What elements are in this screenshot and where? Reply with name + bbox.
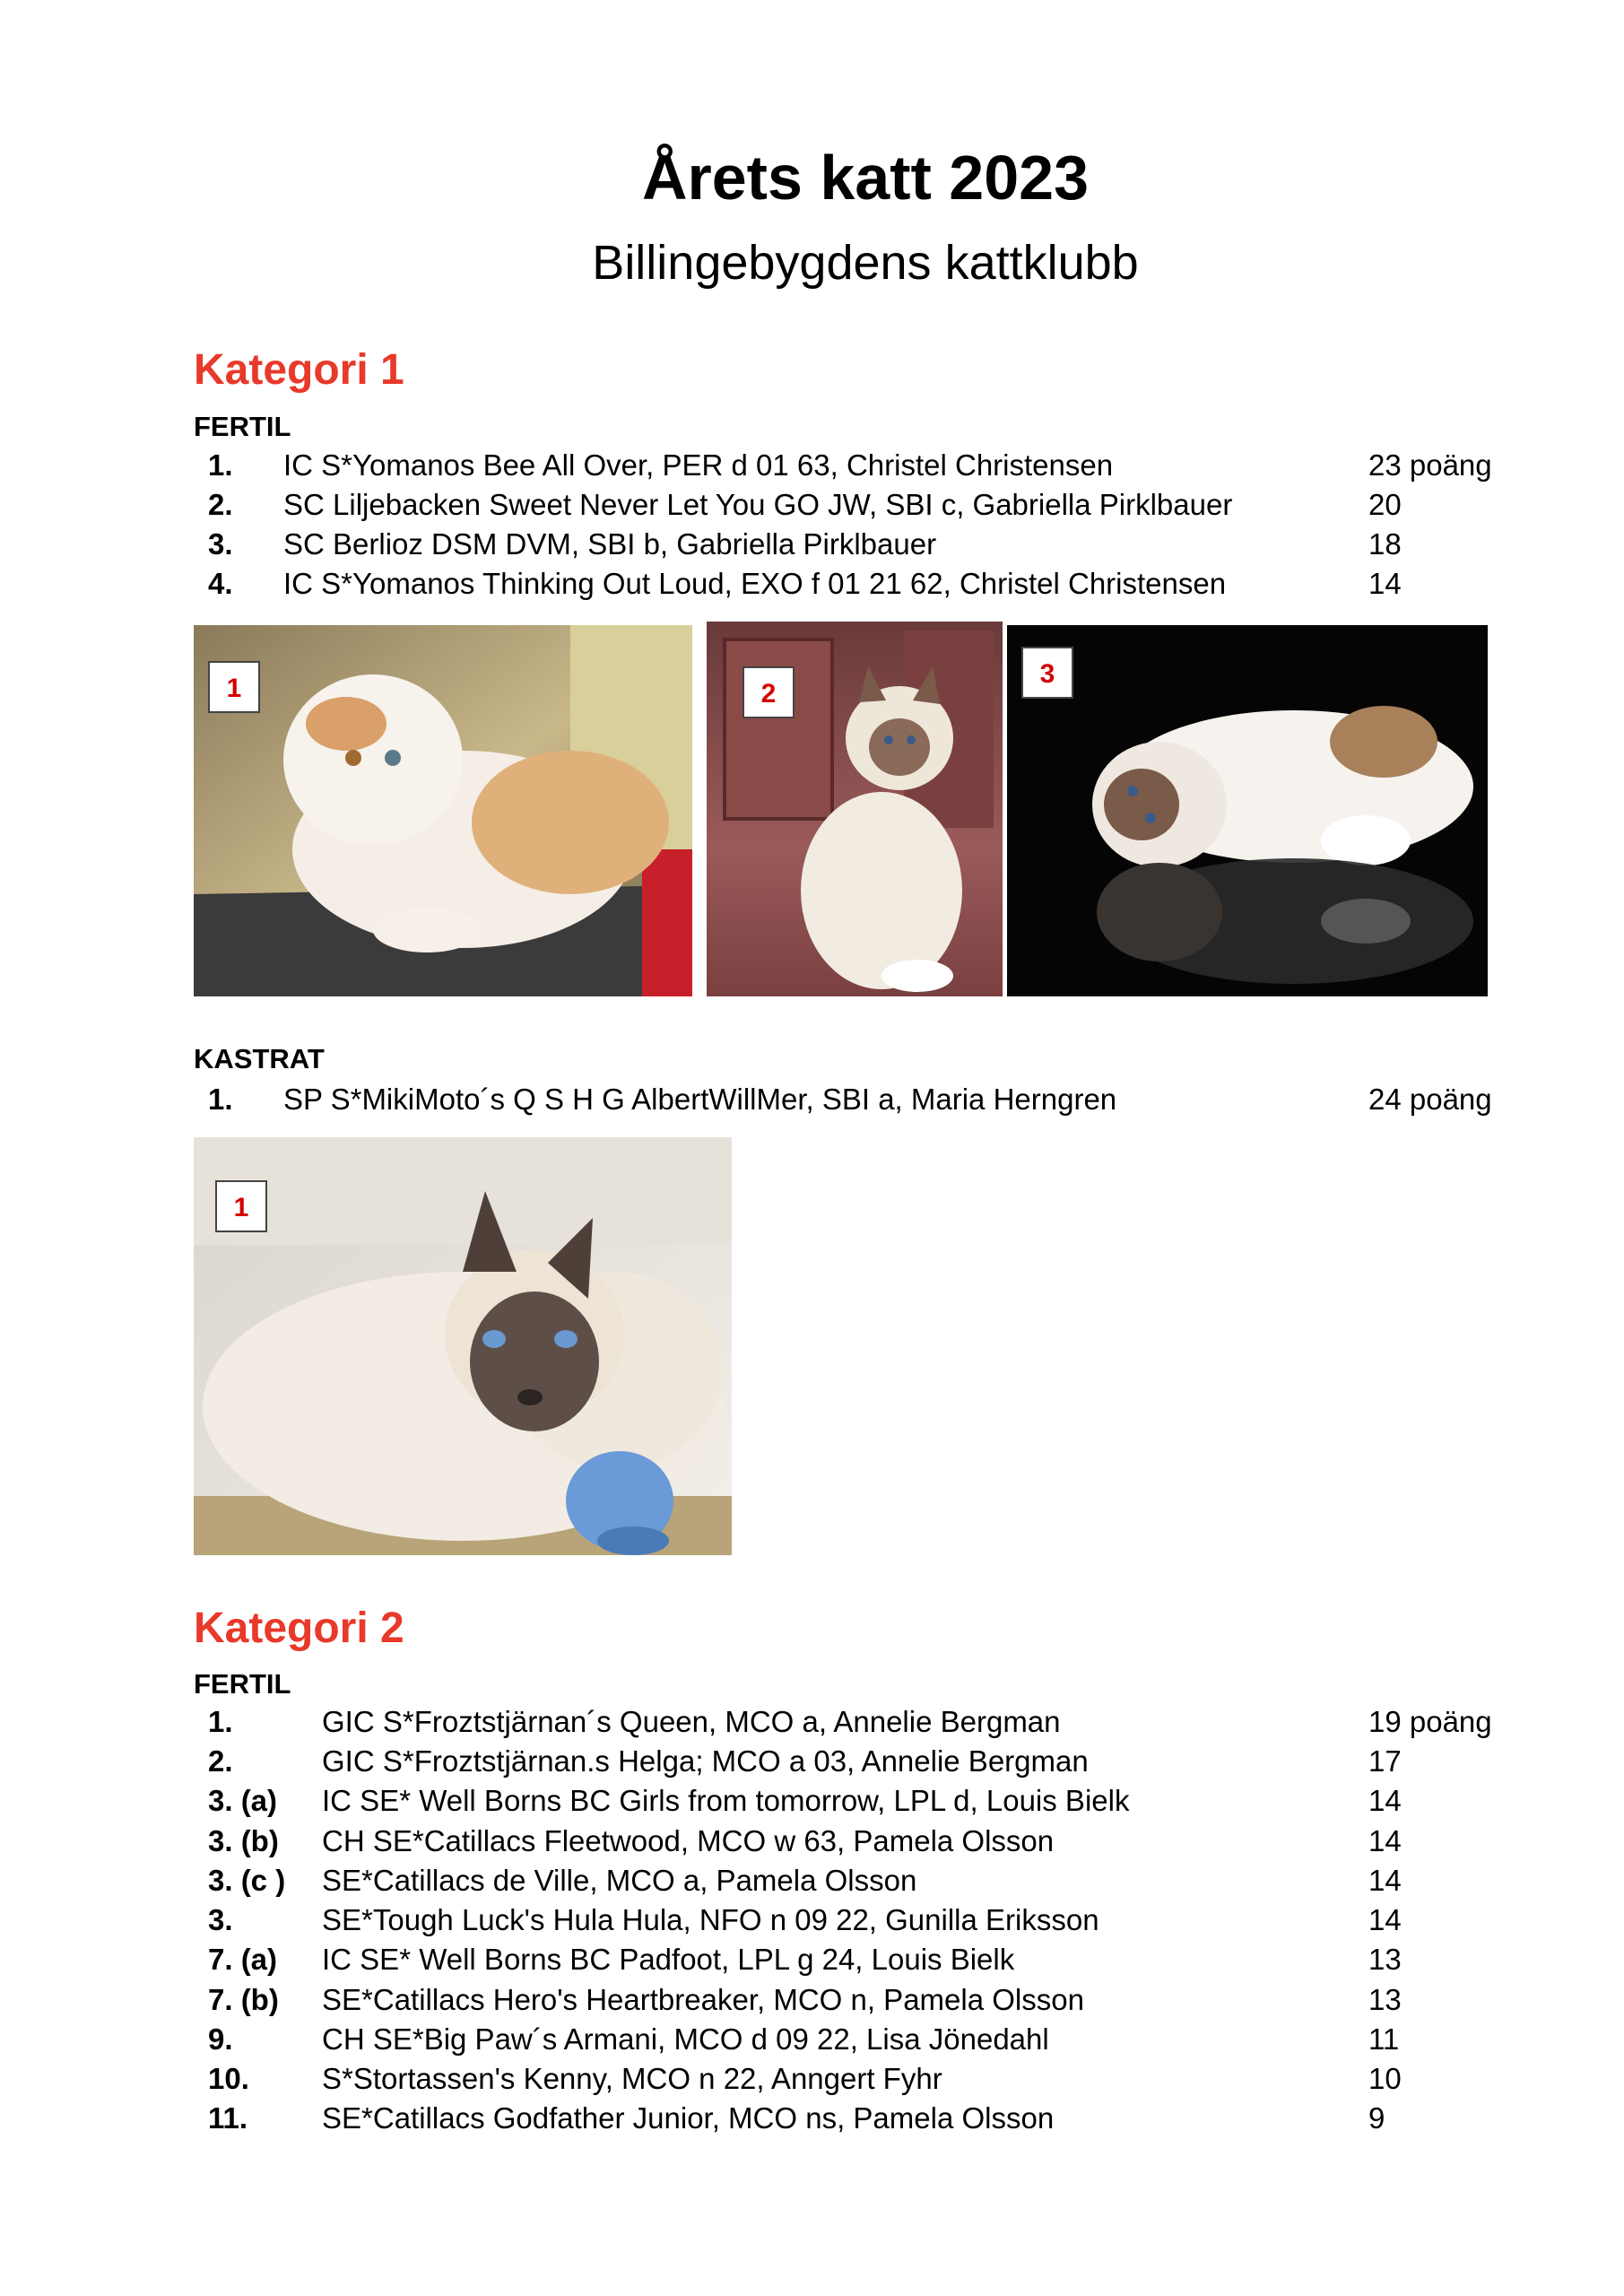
rank: 1. — [208, 448, 233, 482]
table-row — [194, 567, 1503, 606]
points: 14 — [1368, 1903, 1402, 1936]
rank: 3. (a) — [208, 1784, 278, 1817]
category-1-heading: Kategori 1 — [194, 346, 404, 394]
rank: 3. — [208, 1903, 233, 1936]
rank: 1. — [208, 1705, 233, 1738]
points: 14 — [1368, 1784, 1402, 1817]
table-row — [194, 1903, 1503, 1943]
points: 14 — [1368, 567, 1402, 600]
category-2-heading: Kategori 2 — [194, 1605, 404, 1652]
table-row — [194, 1983, 1503, 2022]
table-row — [194, 1864, 1503, 1903]
persian-cat-photo — [194, 625, 692, 996]
rank: 10. — [208, 2062, 249, 2095]
cat-entry: SE*Catillacs de Ville, MCO a, Pamela Olsson — [322, 1864, 917, 1897]
table-row — [194, 2022, 1503, 2062]
cat-entry: SE*Tough Luck's Hula Hula, NFO n 09 22, Gunilla Eriksson — [322, 1903, 1099, 1936]
cat-entry: IC SE* Well Borns BC Girls from tomorrow, LPL d, Louis Bielk — [322, 1784, 1130, 1817]
table-row — [194, 1943, 1503, 1982]
cat-entry: SE*Catillacs Godfather Junior, MCO ns, Pamela Olsson — [322, 2101, 1055, 2135]
cat-entry: SC Liljebacken Sweet Never Let You GO JW, SBI c, Gabriella Pirklbauer — [283, 488, 1233, 521]
table-row — [194, 1744, 1503, 1784]
points: 14 — [1368, 1864, 1402, 1897]
cat-entry: S*Stortassen's Kenny, MCO n 22, Anngert Fyhr — [322, 2062, 942, 2095]
rank: 7. (b) — [208, 1983, 279, 2016]
rank: 3. (b) — [208, 1824, 279, 1857]
points: 20 — [1368, 488, 1402, 521]
table-row — [194, 448, 1503, 488]
points: 10 — [1368, 2062, 1402, 2095]
points: 18 — [1368, 527, 1402, 561]
points: 17 — [1368, 1744, 1402, 1778]
rank: 1. — [208, 1083, 233, 1116]
table-row — [194, 1083, 1503, 1122]
cat-entry: IC S*Yomanos Thinking Out Loud, EXO f 01 21 62, Christel Christensen — [283, 567, 1227, 600]
cat-entry: SC Berlioz DSM DVM, SBI b, Gabriella Pirklbauer — [283, 527, 937, 561]
rank: 2. — [208, 1744, 233, 1778]
category-1-fertil-label: FERTIL — [194, 411, 291, 442]
cat-entry: GIC S*Froztstjärnan.s Helga; MCO a 03, Annelie Bergman — [322, 1744, 1089, 1778]
rank: 9. — [208, 2022, 233, 2056]
cat-entry: IC S*Yomanos Bee All Over, PER d 01 63, Christel Christensen — [283, 448, 1114, 482]
rank: 11. — [208, 2101, 248, 2135]
points: 13 — [1368, 1983, 1402, 2016]
birman-cat-photo — [707, 622, 1003, 996]
cat-entry: GIC S*Froztstjärnan´s Queen, MCO a, Annelie Bergman — [322, 1705, 1061, 1738]
rank: 2. — [208, 488, 233, 521]
category-1-kastrat-label: KASTRAT — [194, 1043, 325, 1074]
points: 24 poäng — [1368, 1083, 1492, 1116]
rank: 3. (c ) — [208, 1864, 286, 1897]
table-row — [194, 488, 1503, 527]
points: 23 poäng — [1368, 448, 1492, 482]
rank-badge: 1 — [208, 661, 260, 713]
category-2-fertil-label: FERTIL — [194, 1668, 291, 1700]
birman-cat-photo — [194, 1137, 732, 1555]
points: 13 — [1368, 1943, 1402, 1976]
points: 19 poäng — [1368, 1705, 1492, 1738]
rank-badge: 1 — [215, 1180, 267, 1232]
page-title: Årets katt 2023 — [641, 143, 1090, 213]
table-row — [194, 2062, 1503, 2101]
cat-entry: CH SE*Big Paw´s Armani, MCO d 09 22, Lisa Jönedahl — [322, 2022, 1049, 2056]
table-row — [194, 1824, 1503, 1864]
lying-cat-photo — [1007, 625, 1488, 996]
cat-entry: IC SE* Well Borns BC Padfoot, LPL g 24, Louis Bielk — [322, 1943, 1015, 1976]
table-row — [194, 527, 1503, 567]
rank: 7. (a) — [208, 1943, 278, 1976]
table-row — [194, 1705, 1503, 1744]
rank: 3. — [208, 527, 233, 561]
points: 9 — [1368, 2101, 1385, 2135]
page-subtitle: Billingebygdens kattklubb — [592, 236, 1139, 290]
table-row — [194, 1784, 1503, 1823]
cat-entry: SE*Catillacs Hero's Heartbreaker, MCO n, Pamela Olsson — [322, 1983, 1084, 2016]
rank: 4. — [208, 567, 233, 600]
table-row — [194, 2101, 1503, 2141]
cat-entry: SP S*MikiMoto´s Q S H G AlbertWillMer, SBI a, Maria Herngren — [283, 1083, 1117, 1116]
rank-badge: 2 — [743, 666, 795, 718]
cat-entry: CH SE*Catillacs Fleetwood, MCO w 63, Pamela Olsson — [322, 1824, 1055, 1857]
points: 14 — [1368, 1824, 1402, 1857]
points: 11 — [1368, 2022, 1400, 2056]
rank-badge: 3 — [1021, 647, 1073, 699]
